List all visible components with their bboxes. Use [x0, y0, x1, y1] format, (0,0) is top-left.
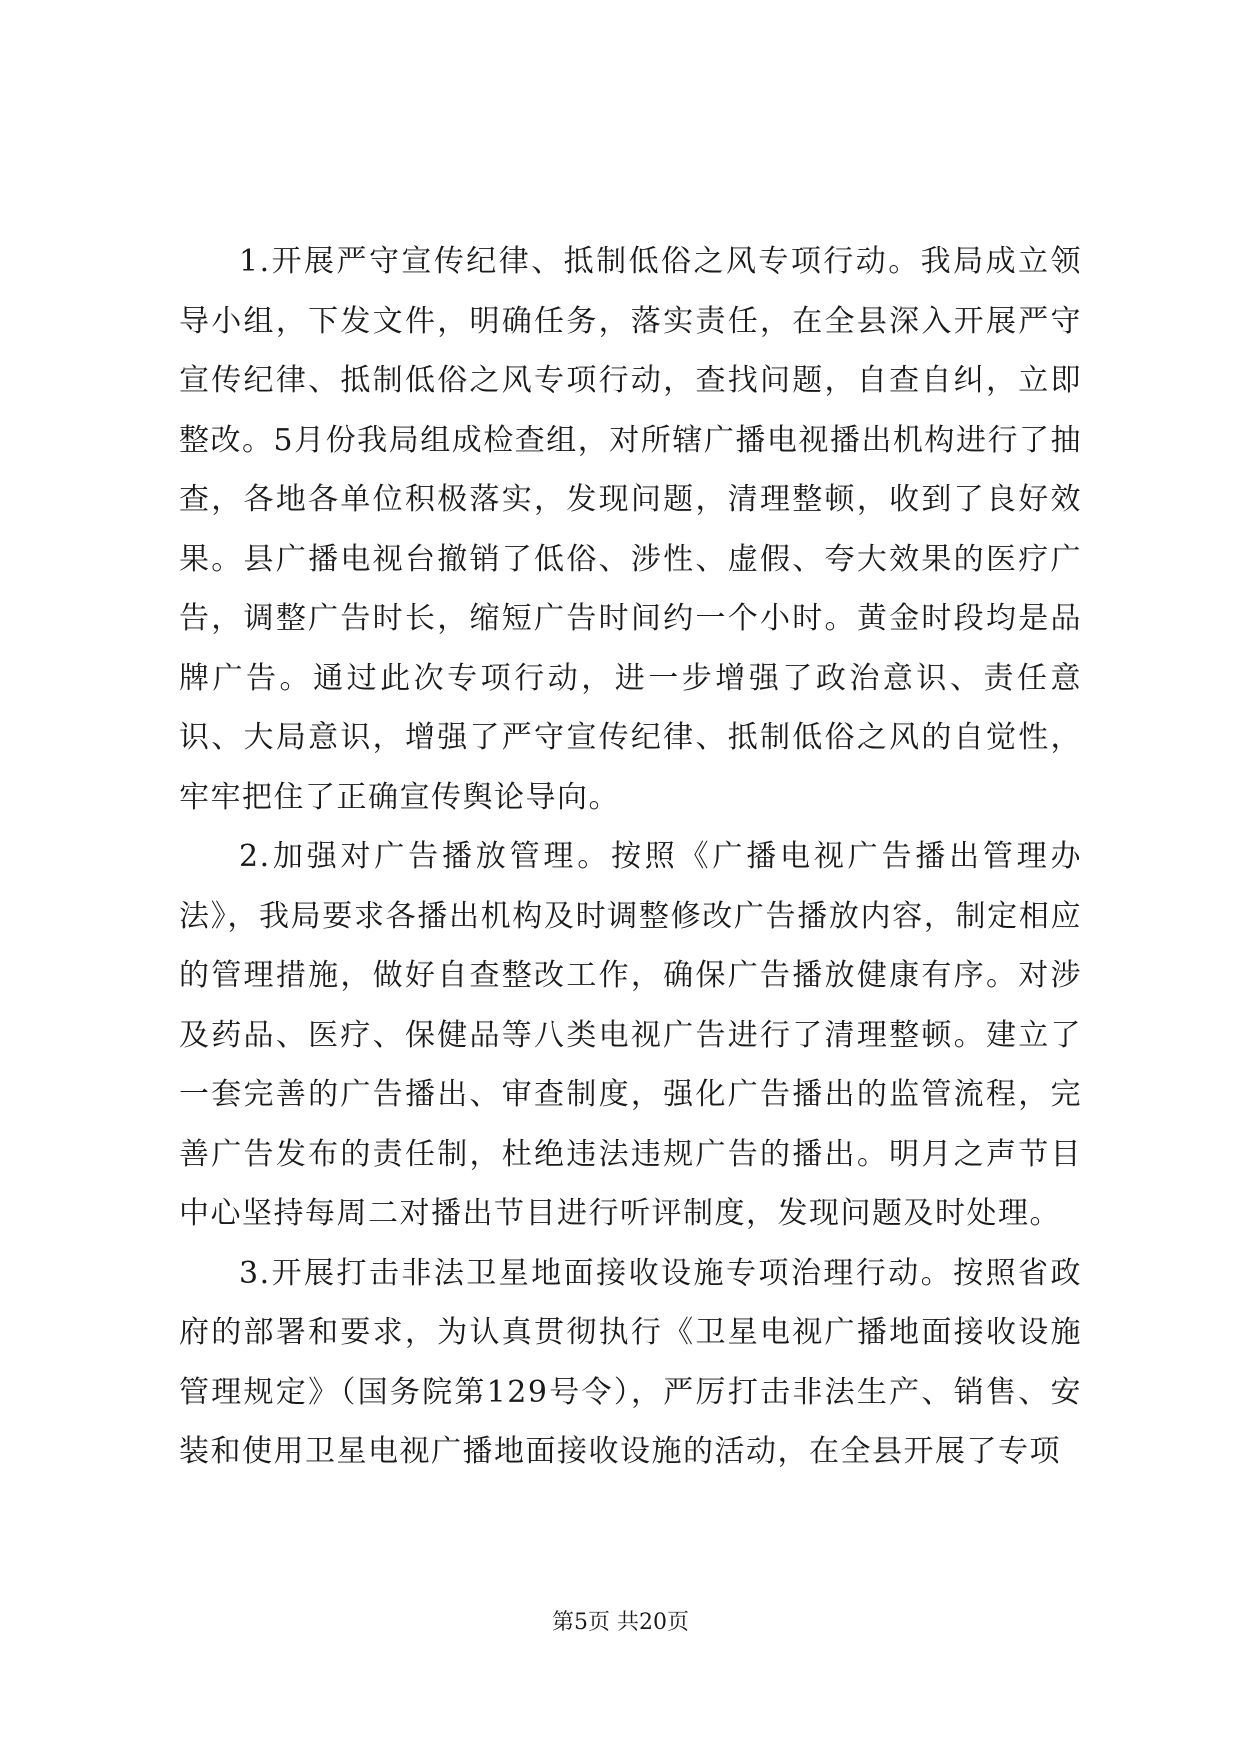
paragraph-1: 1.开展严守宣传纪律、抵制低俗之风专项行动。我局成立领导小组，下发文件，明确任务，落实责任，在全县深入开展严守宣传纪律、抵制低俗之风专项行动，查找问题，自查自纠，立即整改。5月份我局组成检查组，对所辖广播电视播出机构进行了抽查，各地各单位积极落实，发现问题，清理整顿，收到了良好效果。县广播电视台撤销了低俗、涉性、虚假、夸大效果的医疗广告，调整广告时长，缩短广告时间约一个小时。黄金时段均是品牌广告。通过此次专项行动，进一步增强了政治意识、责任意识、大局意识，增强了严守宣传纪律、抵制低俗之风的自觉性，牢牢把住了正确宣传舆论导向。 [179, 244, 1082, 815]
paragraph-2: 2.加强对广告播放管理。按照《广播电视广告播出管理办法》，我局要求各播出机构及时调整修改广告播放内容，制定相应的管理措施，做好自查整改工作，确保广告播放健康有序。对涉及药品、医疗、保健品等八类电视广告进行了清理整顿。建立了一套完善的广告播出、审查制度，强化广告播出的监管流程，完善广告发布的责任制，杜绝违法违规广告的播出。明月之声节目中心坚持每周二对播出节目进行听评制度，发现问题及时处理。 [179, 839, 1082, 1231]
paragraph-3: 3.开展打击非法卫星地面接收设施专项治理行动。按照省政府的部署和要求，为认真贯彻执行《卫星电视广播地面接收设施管理规定》（国务院第129号令），严厉打击非法生产、销售、安装和使用卫星电视广播地面接收设施的活动，在全县开展了专项 [179, 1255, 1082, 1469]
page-footer: 第5页 共20页 [552, 1610, 689, 1635]
document-body [179, 232, 1082, 1482]
